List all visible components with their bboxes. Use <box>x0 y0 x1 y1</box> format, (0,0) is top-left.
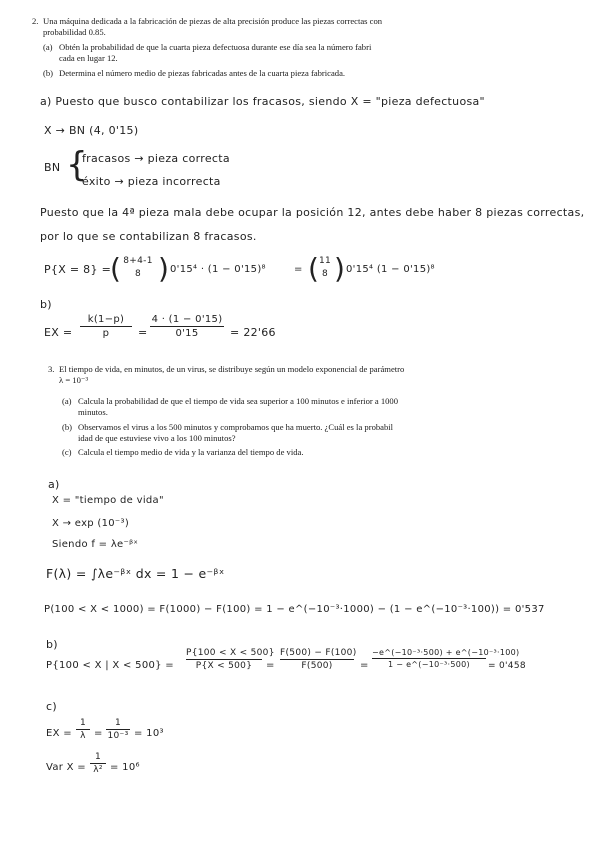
hand-2a-p-left: P{X = 8} = <box>44 263 112 276</box>
frac-1-bar <box>80 326 132 327</box>
cond-frac-1-den: P{X < 500} <box>195 661 253 671</box>
cond-frac-2-den: F(500) <box>301 661 333 671</box>
problem-3c-label: (c) <box>62 447 72 457</box>
paren-open-2: ( <box>308 252 320 285</box>
paren-close-2: ) <box>334 252 346 285</box>
hand-3b-frac-2 <box>280 648 357 671</box>
problem-3a-line-1: Calcula la probabilidad de que el tiempo de vida sea superior a 100 minutos e inferior a 1000 <box>78 396 399 406</box>
frac-1-num: k(1−p) <box>87 314 125 325</box>
hand-2a-binom-2 <box>316 256 334 279</box>
ex-frac-1-den: λ <box>80 731 86 741</box>
hand-3a-label: a) <box>48 478 60 491</box>
hand-3a-siendo: Siendo f = λe⁻ᵝˣ <box>52 539 139 550</box>
ex-frac-1-bar <box>76 729 90 730</box>
problem-3b-label: (b) <box>62 422 73 432</box>
problem-2b-line: Determina el número medio de piezas fabricadas antes de la cuarta pieza fabricada. <box>59 68 346 78</box>
hand-2a-p-mid: 0'15⁴ · (1 − 0'15)⁸ <box>170 264 266 275</box>
hand-3c-var-result: = 10⁶ <box>110 762 140 773</box>
cond-frac-3-num: −e^(−10⁻³·500) + e^(−10⁻³·100) <box>372 648 520 657</box>
problem-3b-line-2: idad de que estuviese vivo a los 100 minutos? <box>78 433 236 443</box>
hand-3b-eq-1: = <box>266 660 275 671</box>
binom-2-bottom: 8 <box>321 269 329 279</box>
hand-2a-reason-1: Puesto que la 4ª pieza mala debe ocupar la posición 12, antes debe haber 8 piezas correctas, <box>40 206 585 219</box>
hand-3a-x-def: X = "tiempo de vida" <box>52 495 164 506</box>
problem-2a-label: (a) <box>43 42 53 52</box>
hand-2b-eq-1: = <box>138 326 148 339</box>
paren-open-1: ( <box>110 252 122 285</box>
var-frac-num: 1 <box>94 752 102 762</box>
frac-2-num: 4 · (1 − 0'15) <box>151 314 223 325</box>
hand-2b-label: b) <box>40 298 52 311</box>
problem-3c-line: Calcula el tiempo medio de vida y la varianza del tiempo de vida. <box>78 447 304 457</box>
problem-3-statement <box>48 362 568 462</box>
hand-3c-frac-2 <box>106 718 130 741</box>
hand-3c-var-left: Var X = <box>46 762 86 773</box>
var-frac-bar <box>90 763 106 764</box>
frac-2-den: 0'15 <box>175 328 199 339</box>
ex-frac-2-den: 10⁻³ <box>107 731 129 741</box>
problem-2-line-1: Una máquina dedicada a la fabricación de piezas de alta precisión produce las piezas correctas con <box>43 16 383 26</box>
problem-2a-line-2: cada en lugar 12. <box>59 53 118 63</box>
binom-1-top: 8+4-1 <box>123 256 153 266</box>
hand-2a-p-end: 0'15⁴ (1 − 0'15)⁸ <box>346 264 435 275</box>
binom-1-bottom: 8 <box>134 269 142 279</box>
hand-3c-eq: = <box>94 728 103 739</box>
cond-frac-3-den: 1 − e^(−10⁻³·500) <box>388 660 470 669</box>
bn-brace: { <box>66 145 88 185</box>
hand-2a-reason-2: por lo que se contabilizan 8 fracasos. <box>40 230 257 243</box>
hand-3a-distribution: X → exp (10⁻³) <box>52 518 130 529</box>
paren-close-1: ) <box>158 252 170 285</box>
problem-3a-label: (a) <box>62 396 72 406</box>
hand-3c-label: c) <box>46 700 57 713</box>
hand-2b-frac-2 <box>150 314 224 339</box>
hand-2b-frac-1 <box>80 314 132 339</box>
hand-3c-frac-1 <box>76 718 90 741</box>
hand-2a-binom-1 <box>118 256 158 279</box>
problem-3b-line-1: Observamos el virus a los 500 minutos y comprobamos que ha muerto. ¿Cuál es la probabil <box>78 422 394 432</box>
hand-2a-distribution: X → BN (4, 0'15) <box>44 124 139 137</box>
hand-2a-fracasos: fracasos → pieza correcta <box>82 152 230 165</box>
hand-3b-result: = 0'458 <box>488 661 526 671</box>
hand-3b-cond-left: P{100 < X | X < 500} = <box>46 660 174 671</box>
problem-2b-label: (b) <box>43 68 54 78</box>
hand-3c-ex-result: = 10³ <box>134 728 164 739</box>
cond-frac-1-num: P{100 < X < 500} <box>186 648 275 658</box>
problem-3-number: 3. <box>48 364 55 374</box>
hand-3b-frac-1 <box>186 648 275 671</box>
hand-2a-bn-label: BN <box>44 161 61 174</box>
hand-2b-result: = 22'66 <box>230 326 276 339</box>
hand-2a-exito: éxito → pieza incorrecta <box>82 175 221 188</box>
problem-2-line-2: probabilidad 0.85. <box>43 27 106 37</box>
problem-3-line-2: λ = 10⁻³ <box>59 375 89 385</box>
hand-3b-label: b) <box>46 638 58 651</box>
cond-frac-2-num: F(500) − F(100) <box>280 648 357 658</box>
frac-1-den: p <box>102 328 110 339</box>
problem-2-statement <box>32 14 572 84</box>
problem-3a-line-2: minutos. <box>78 407 108 417</box>
var-frac-den: λ² <box>93 765 103 775</box>
hand-3b-eq-2: = <box>360 660 369 671</box>
hand-3a-F: F(λ) = ∫λe⁻ᵝˣ dx = 1 − e⁻ᵝˣ <box>46 566 225 581</box>
hand-3c-ex-left: EX = <box>46 728 72 739</box>
hand-3c-var-frac <box>90 752 106 775</box>
binom-2-top: 11 <box>318 256 332 266</box>
hand-3a-probability: P(100 < X < 1000) = F(1000) − F(100) = 1 − e^(−10⁻³·1000) − (1 − e^(−10⁻³·100)) = 0'537 <box>44 604 545 615</box>
hand-2a-p-eq: = <box>294 264 303 275</box>
hand-2a-intro: a) Puesto que busco contabilizar los fracasos, siendo X = "pieza defectuosa" <box>40 95 485 108</box>
ex-frac-1-num: 1 <box>79 718 87 728</box>
cond-frac-2-bar <box>280 659 354 660</box>
ex-frac-2-num: 1 <box>114 718 122 728</box>
cond-frac-1-bar <box>186 659 262 660</box>
cond-frac-3-bar <box>372 658 486 659</box>
problem-2-number: 2. <box>32 16 39 26</box>
problem-2a-line-1: Obtén la probabilidad de que la cuarta pieza defectuosa durante ese día sea la número fabri <box>59 42 372 52</box>
frac-2-bar <box>150 326 224 327</box>
ex-frac-2-bar <box>106 729 130 730</box>
hand-2b-ex-left: EX = <box>44 326 73 339</box>
problem-3-line-1: El tiempo de vida, en minutos, de un virus, se distribuye según un modelo exponencial de parámetro <box>59 364 405 374</box>
